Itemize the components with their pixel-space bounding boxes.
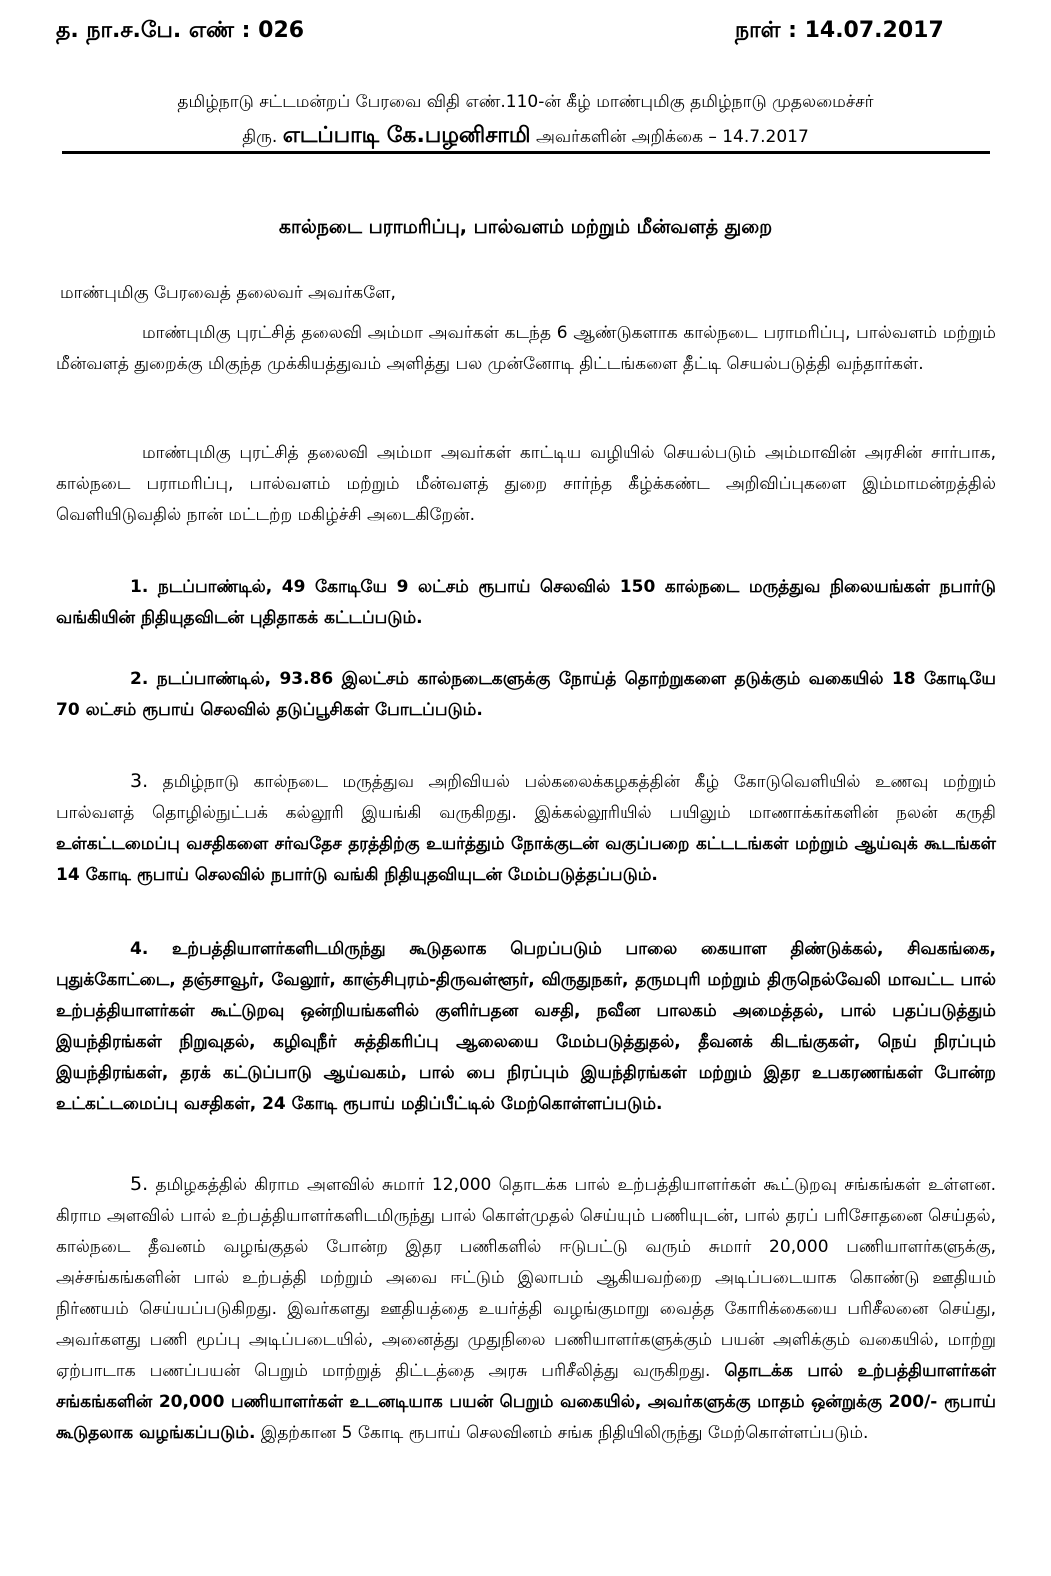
author-name: எடப்பாடி கே.பழனிசாமி	[282, 123, 531, 148]
announcement-3	[56, 766, 996, 891]
intro-paragraph-1: மாண்புமிகு புரட்சித் தலைவி அம்மா அவர்கள் கடந்த 6 ஆண்டுகளாக கால்நடை பராமரிப்பு, பால்வளம் மற்றும் மீன்வளத் துறைக்கு மிகுந்த முக்கியத்துவம் அளித்து பல முன்னோடி திட்டங்களை தீட்டி செயல்படுத்தி வந்தார்கள்.	[56, 323, 996, 374]
statement-subheading: தமிழ்நாடு சட்டமன்றப் பேரவை விதி எண்.110-ன் கீழ் மாண்புமிகு தமிழ்நாடு முதலமைச்சர்	[177, 92, 874, 112]
announcement-3-number: 3.	[130, 770, 149, 792]
salutation: மாண்புமிகு பேரவைத் தலைவர் அவர்களே,	[60, 283, 396, 303]
announcement-3-highlight: உள்கட்டமைப்பு வசதிகளை சர்வதேச தரத்திற்கு உயர்த்தும் நோக்குடன் வகுப்பறை கட்டடங்கள் மற்றும் ஆய்வுக் கூடங்கள் 14 கோடி ரூபாய் செலவில் நபார்டு வங்கி நிதியுதவியுடன் மேம்படுத்தப்படும்.	[56, 834, 996, 885]
reference-number: த. நா.ச.பே. எண் : 026	[56, 18, 305, 43]
statement-author-line	[0, 123, 1051, 151]
intro-paragraph-2: மாண்புமிகு புரட்சித் தலைவி அம்மா அவர்கள் காட்டிய வழியில் செயல்படும் அம்மாவின் அரசின் சார்பாக, கால்நடை பராமரிப்பு, பால்வளம் மற்றும் மீன்வளத் துறை சார்ந்த கீழ்க்கண்ட அறிவிப்புகளை இம்மாமன்றத்தில் வெளியிடுவதில் நான் மட்டற்ற மகிழ்ச்சி அடைகிறேன்.	[56, 443, 996, 525]
announcement-5-highlight: தொடக்க பால் உற்பத்தியாளர்கள் சங்கங்களின் 20,000 பணியாளர்கள் உடனடியாக பயன் பெறும் வகையில், அவர்களுக்கு மாதம் ஒன்றுக்கு 200/- ரூபாய் கூடுதலாக வழங்கப்படும்.	[56, 1361, 996, 1443]
announcement-4: 4. உற்பத்தியாளர்களிடமிருந்து கூடுதலாக பெறப்படும் பாலை கையாள திண்டுக்கல், சிவகங்கை, புதுக்கோட்டை, தஞ்சாவூர், வேலூர், காஞ்சிபுரம்-திருவள்ளூர், விருதுநகர், தருமபுரி மற்றும் திருநெல்வேலி மாவட்ட பால் உற்பத்தியாளர்கள் கூட்டுறவு ஒன்றியங்களில் குளிர்பதன வசதி, நவீன பாலகம் அமைத்தல், பால் பதப்படுத்தும் இயந்திரங்கள் நிறுவுதல், கழிவுநீர் சுத்திகரிப்பு ஆலையை மேம்படுத்துதல், தீவனக் கிடங்குகள், நெய் நிரப்பும் இயந்திரங்கள், தரக் கட்டுப்பாடு ஆய்வகம், பால் பை நிரப்பும் இயந்திரங்கள் மற்றும் இதர உபகரணங்கள் போன்ற உட்கட்டமைப்பு வசதிகள், 24 கோடி ரூபாய் மதிப்பீட்டில் மேற்கொள்ளப்படும்.	[56, 939, 996, 1114]
header-divider	[62, 151, 990, 154]
announcement-5-tail: இதற்கான 5 கோடி ரூபாய் செலவினம் சங்க நிதியிலிருந்து மேற்கொள்ளப்படும்.	[260, 1423, 869, 1443]
department-title: கால்நடை பராமரிப்பு, பால்வளம் மற்றும் மீன்வளத் துறை	[278, 216, 773, 238]
announcement-5-text: தமிழகத்தில் கிராம அளவில் சுமார் 12,000 தொடக்க பால் உற்பத்தியாளர்கள் கூட்டுறவு சங்கங்கள் உள்ளன. கிராம அளவில் பால் உற்பத்தியாளர்களிடமிருந்து பால் கொள்முதல் செய்யும் பணியுடன், பால் தரப் பரிசோதனை செய்தல், கால்நடை தீவனம் வழங்குதல் போன்ற இதர பணிகளில் ஈடுபட்டு வரும் சுமார் 20,000 பணியாளர்களுக்கு, அச்சங்கங்களின் பால் உற்பத்தி மற்றும் அவை ஈட்டும் இலாபம் ஆகியவற்றை அடிப்படையாக கொண்டு ஊதியம் நிர்ணயம் செய்யப்படுகிறது. இவர்களது ஊதியத்தை உயர்த்தி வழங்குமாறு வைத்த கோரிக்கையை பரிசீலனை செய்து, அவர்களது பணி மூப்பு அடிப்படையில், அனைத்து முதுநிலை பணியாளர்களுக்கும் பயன் அளிக்கும் வகையில், மாற்று ஏற்பாடாக பணப்பயன் பெறும் மாற்றுத் திட்டத்தை அரசு பரிசீலித்து வருகிறது.	[56, 1175, 996, 1381]
author-prefix: திரு.	[242, 127, 278, 147]
announcement-2: 2. நடப்பாண்டில், 93.86 இலட்சம் கால்நடைகளுக்கு நோய்த் தொற்றுகளை தடுக்கும் வகையில் 18 கோடியே 70 லட்சம் ரூபாய் செலவில் தடுப்பூசிகள் போடப்படும்.	[56, 669, 996, 720]
date: நாள் : 14.07.2017	[735, 18, 944, 43]
announcement-3-text: தமிழ்நாடு கால்நடை மருத்துவ அறிவியல் பல்கலைக்கழகத்தின் கீழ் கோடுவெளியில் உணவு மற்றும் பால்வளத் தொழில்நுட்பக் கல்லூரி இயங்கி வருகிறது. இக்கல்லூரியில் பயிலும் மாணாக்கர்களின் நலன் கருதி	[56, 772, 996, 823]
announcement-5-number: 5.	[130, 1173, 149, 1195]
author-suffix: அவர்களின் அறிக்கை – 14.7.2017	[535, 127, 809, 147]
announcement-1: 1. நடப்பாண்டில், 49 கோடியே 9 லட்சம் ரூபாய் செலவில் 150 கால்நடை மருத்துவ நிலையங்கள் நபார்டு வங்கியின் நிதியுதவிடன் புதிதாகக் கட்டப்படும்.	[56, 577, 996, 628]
announcement-5	[56, 1169, 996, 1449]
